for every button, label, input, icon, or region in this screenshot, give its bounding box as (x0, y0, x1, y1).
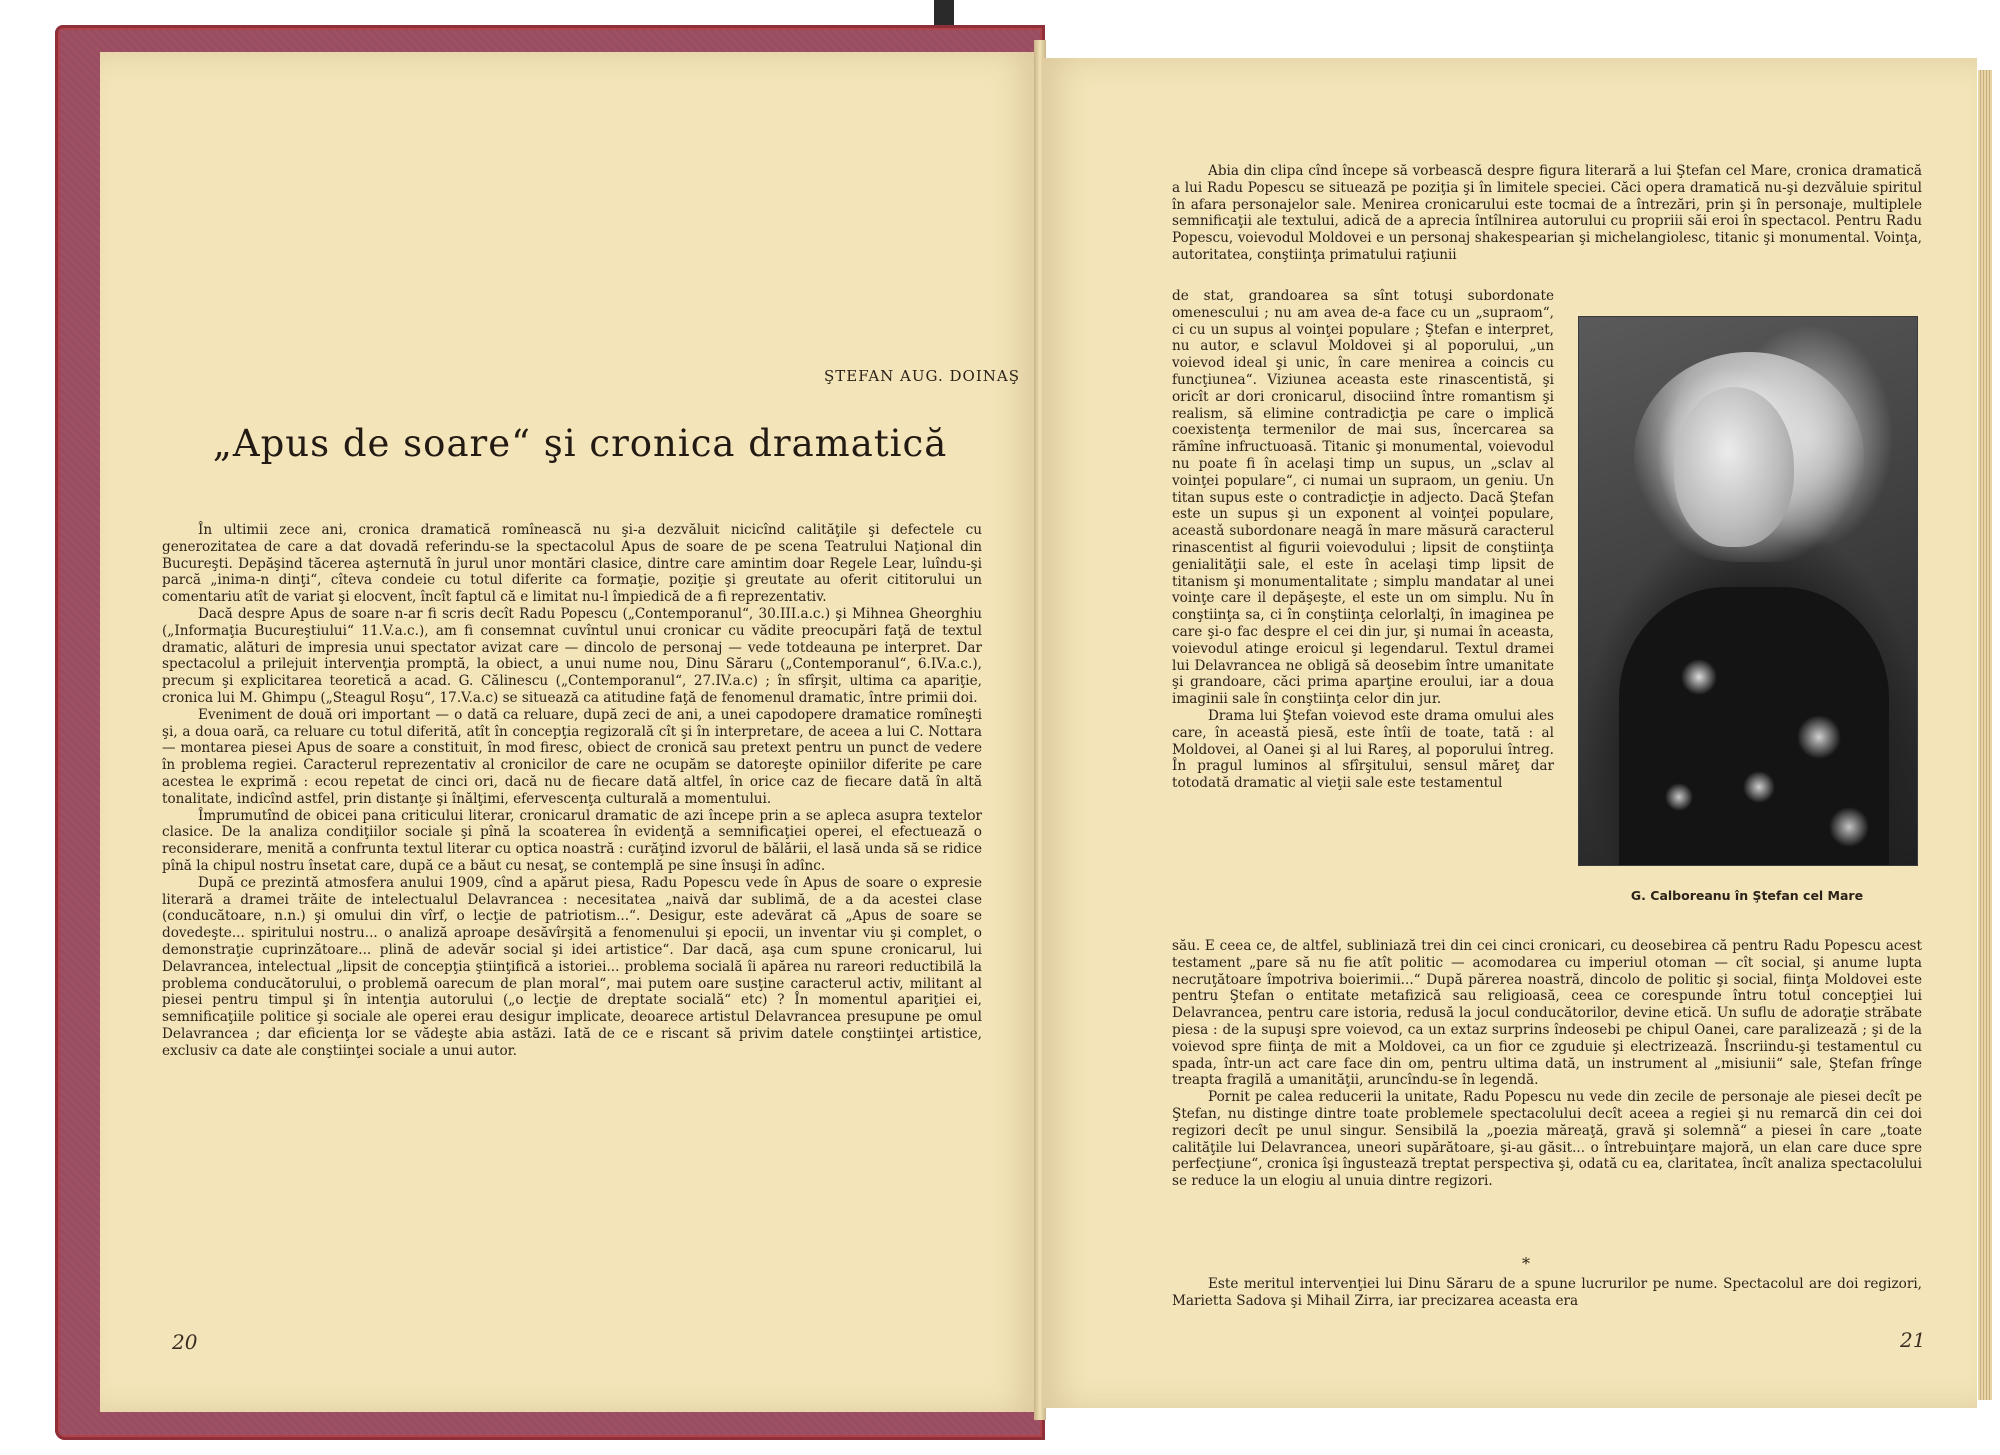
paragraph: Abia din clipa cînd începe să vorbească despre figura literară a lui Ştefan cel Mare, cronica dramatică a lui Radu Popescu se situează pe poziţia şi în limitele speciei. Căci opera dramatică nu-şi dezvăluie spiritul în afara personajelor sale. Menirea cronicarului este tocmai de a întrezări, prin şi în personaje, multiplele semnificaţii ale textului, adică de a aprecia întîlnirea autorului cu propriii săi eroi în spectacol. Pentru Radu Popescu, voievodul Moldovei e un personaj shakespearian şi michelangiolesc, titanic şi monumental. Voinţa, autoritatea, conştiinţa primatului raţiunii (1172, 163, 1922, 263)
photo-caption: G. Calboreanu în Ştefan cel Mare (1630, 888, 1864, 903)
paragraph: său. E ceea ce, de altfel, subliniază trei din cei cinci cronicari, cu deosebirea că pentru Radu Popescu acest testament „pare să nu fie atît politic — acomodarea cu imperiul otoman — cît social, şi anume lupta necruţătoare împotriva boierimii...“ După părerea noastră, dincolo de politic şi social, fiinţa Moldovei este pentru Ştefan o entitate metafizică sau religioasă, ceea ce corespunde întru totul concepţiei lui Delavrancea, pentru care istoria, redusă la jocul conducătorilor, devine etică. Un suflu de adoraţie străbate piesa : de la supuşi spre voievod, ca un extaz surprins îndeosebi pe chipul Oanei, care paralizează ; şi de la voievod spre fiinţa de mit a Moldovei, ca un fior ce zguduie şi electrizează. Înscriindu-şi testamentul cu spada, într-un act care face din om, pentru ultima dată, un instrument al „misiunii“ sale, Ştefan frînge treapta fragilă a umanităţii, aruncîndu-se în legendă. (1172, 938, 1922, 1089)
paragraph: Drama lui Ştefan voievod este drama omului ales care, în această piesă, este întîi de toate, tată : al Moldovei, al Oanei şi al lui Rareş, al poporului întreg. În pragul luminos al sfîrşitului, sensul măreţ dar totodată dramatic al vieţii sale este testamentul (1172, 707, 1554, 792)
portrait-embroidered-coat (1619, 587, 1889, 865)
paragraph: Pornit pe calea reducerii la unitate, Radu Popescu nu vede din zecile de personaje ale piesei decît pe Ştefan, nu distinge dintre toate problemele spectacolului decît aceea a regiei şi nu remarcă din cei doi regizori decît pe unul singur. Sensibilă la „poezia măreaţă, gravă şi solemnă“ a piesei în care „toate calităţile lui Delavrancea, uneori supărătoare, şi-au găsit... o întrebuinţare majoră, un elan care duce spre perfecţiune“, cronica îşi îngustează treptat perspectiva şi, odată cu ea, claritatea, încît analiza spectacolului se reduce la un elogiu al unuia dintre regizori. (1172, 1089, 1922, 1190)
right-top-text (1172, 163, 1922, 264)
article-author: ŞTEFAN AUG. DOINAŞ (823, 367, 1020, 385)
paragraph: În ultimii zece ani, cronica dramatică romînească nu şi-a dezvăluit nicicînd calităţile şi defectele cu generozitatea de care a dat dovadă referindu-se la spectacolul Apus de soare de pe scena Teatrului Naţional din Bucureşti. Depăşind tăcerea aşternută în jurul unor montări clasice, dintre care amintim doar Regele Lear, luîndu-şi parcă „inima-n dinţi“, cîteva condeie cu totul diferite ca formaţie, poziţie şi greutate au oferit cititorului un comentariu atît de variat şi elocvent, încît faptul că e limitat nu-l împiedică de a fi reprezentativ. (162, 522, 982, 606)
page-number-left: 20 (172, 1330, 198, 1354)
paragraph: Împrumutînd de obicei pana criticului literar, cronicarul dramatic de azi începe prin a se apleca asupra textelor clasice. De la analiza condiţiilor sociale şi pînă la scoaterea în evidenţă a semnificaţiei operei, el efectuează o reconsiderare, menită a confrunta textul literar cu optica noastră : curăţind izvorul de bălării, el lasă unda să se ridice pînă la chipul nostru însetat care, după ce a băut cu nesaţ, se contemplă pe sine însuşi în adînc. (162, 807, 982, 874)
right-narrow-text (1172, 288, 1554, 792)
page-number-right: 21 (1900, 1328, 1926, 1352)
paragraph: de stat, grandoarea sa sînt totuşi subordonate omenescului ; nu am avea de-a face cu un „supraom“, ci cu un supus al voinţei populare ; Ştefan e interpret, nu autor, e sclavul Moldovei şi al poporului, „un voievod ideal şi unic, în care menirea a coincis cu funcţiunea“. Viziunea aceasta este rinascentistă, şi oricît ar dori cronicarul, disociind între romantism şi realism, să elimine contradicţia pe care o implică coexistenţa termenilor de mai sus, încercarea sa rămîne infructuoasă. Titanic şi monumental, voievodul nu poate fi în acelaşi timp un supus, un „sclav al voinţei populare“, ci numai un supraom, un geniu. Un titan supus este o contradicţie in adjecto. Dacă Ştefan este un supus şi un exponent al voinţei populare, aceastǎ subordonare neagă în mare măsură caracterul rinascentist al figurii voievodului ; lipsit de conştiinţa genialităţii sale, el este în acelaşi timp lipsit de titanism şi monumentalitate ; simplu mandatar al unei voinţe care il depăşeşte, el este un om simplu. Nu în conştiinţa sa, ci în conştiinţa celorlalţi, în imaginea pe care şi-o fac despre el cei din jur, şi numai în aceasta, voievodul atinge eroicul şi legendarul. Textul dramei lui Delavrancea ne obligă să deosebim între umanitate şi grandoare, căci prima aparţine eroului, iar a doua imaginii sale în conştiinţa celor din jur. (1172, 288, 1554, 708)
left-body-text (162, 522, 982, 1060)
paragraph: Eveniment de două ori important — o dată ca reluare, după zeci de ani, a unei capodopere dramatice romîneşti şi, a doua oară, ca reluare cu totul diferită, atît în concepţia regizorală cît şi în interpretare, de aceea a lui C. Nottara — montarea piesei Apus de soare a constituit, în mod firesc, obiect de cronică sau pretext pentru un punct de vedere în problema regiei. Caracterul reprezentativ al cronicilor de care ne ocupăm se datoreşte opiniilor diferite pe care acestea le exprimă : ecou repetat de cinci ori, dacă nu de fiecare dată altfel, în orice caz de fiecare dată în altă tonalitate, indicînd astfel, prin distanţe şi înălţimi, efervescenţa culturală a momentului. (162, 706, 982, 807)
left-page (100, 52, 1038, 1412)
section-separator: * (1522, 1254, 1530, 1273)
paragraph: După ce prezintă atmosfera anului 1909, cînd a apărut piesa, Radu Popescu vede în Apus de soare o expresie literară a dramei trăite de intelectualul Delavrancea : necesitatea „naivă dar sublimă, de a da acestei clase (conducătoare, n.n.) şi omului din vîrf, o lecţie de patriotism...“. Desigur, este adevărat că „Apus de soare se dovedeşte... spiritului nostru... o analiză aproape desăvîrşită a fenomenului şi epocii, un inventar viu şi complet, o demonstraţie cuprinzătoare... plină de adevăr social şi idei artistice“. Dar dacă, aşa cum spune cronicarul, lui Delavrancea, intelectual „lipsit de concepţia ştiinţifică a istoriei... problema socială îi apărea nu rareori reductibilă la problema conducătorului, o problemă oarecum de plan moral“, mai putem oare susţine caracterul activ, militant al piesei pentru timpul şi în intenţia autorului („o lecţie de dreptate socială“ etc) ? În momentul apariţiei ei, semnificaţiile politice şi sociale ale operei erau desigur implicate, deoarece artistul Delavrancea presupune pe omul Delavrancea ; dar eficienţa lor se vădeşte abia astăzi. Iată de ce e riscant să privim datele conştiinţei artistice, exclusiv ca date ale conştiinţei sociale a unui autor. (162, 874, 982, 1059)
portrait-face (1674, 387, 1794, 547)
page-block-edge (1978, 70, 1992, 1400)
paragraph: Este meritul intervenţiei lui Dinu Săraru de a spune lucrurilor pe nume. Spectacolul are doi regizori, Marietta Sadova şi Mihail Zirra, iar precizarea aceasta era (1172, 1276, 1922, 1309)
paragraph: Dacă despre Apus de soare n-ar fi scris decît Radu Popescu („Contemporanul“, 30.III.a.c.) şi Mihnea Gheorghiu („Informaţia Bucureştiului“ 11.V.a.c.), am fi consemnat cuvîntul unui cronicar cu vădite preocupări faţă de textul dramatic, alături de impresia unui spectator avizat care — dincolo de personaj — vede totdeauna pe interpret. Dar spectacolul a prilejuit intervenţia promptă, la obiect, a unui nume nou, Dinu Săraru („Contemporanul“, 6.IV.a.c.), precum şi explicitarea teoretică a acad. G. Călinescu („Contemporanul“, 27.IV.a.c) ; în sfîrşit, ultima ca apariţie, cronica lui M. Ghimpu („Steagul Roşu“, 17.V.a.c) se situează ca atitudine faţă de fenomenul dramatic, între primii doi. (162, 605, 982, 706)
article-title: „Apus de soare“ şi cronica dramatică (212, 422, 948, 465)
actor-portrait-photo (1578, 316, 1918, 866)
right-page (1042, 58, 1977, 1408)
right-last-text (1172, 1276, 1922, 1310)
right-bottom-text (1172, 938, 1922, 1190)
